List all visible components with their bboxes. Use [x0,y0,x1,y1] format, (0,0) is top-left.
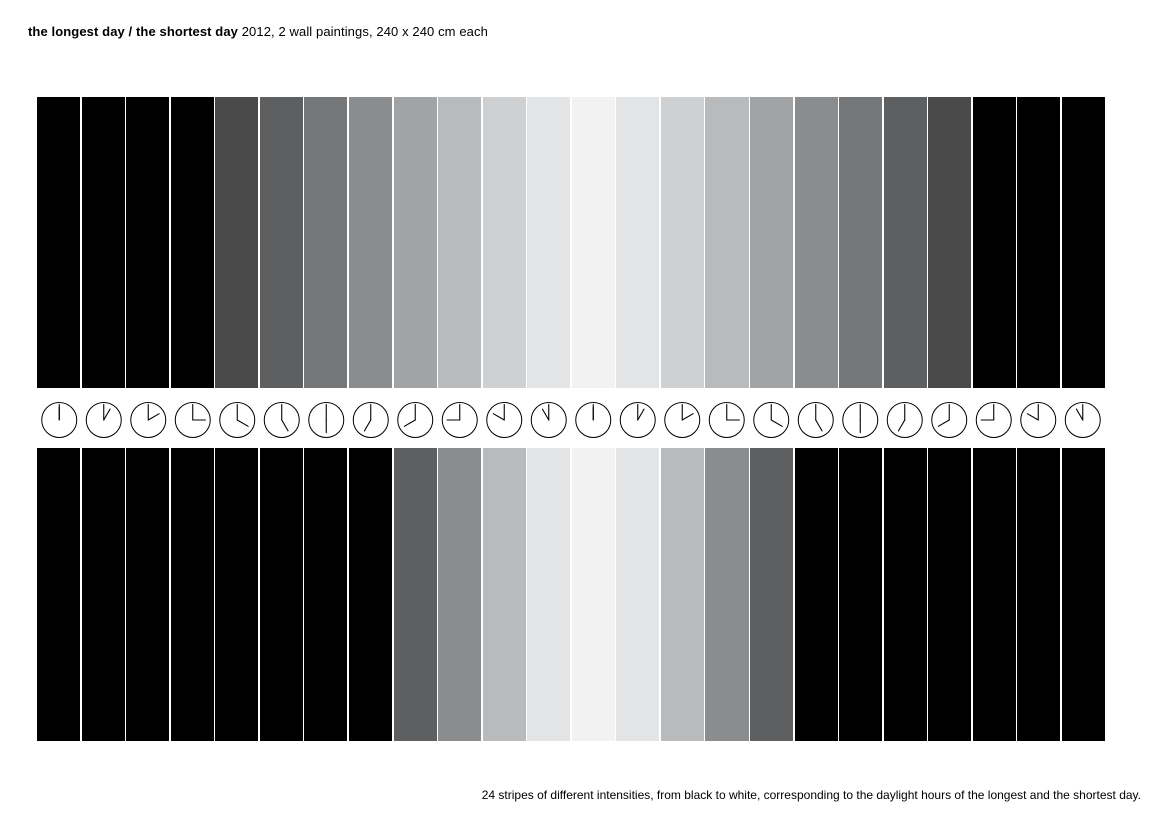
longest-day-stripe [884,97,927,388]
shortest-day-stripe [126,448,169,741]
clock-icon [442,403,477,438]
clock-icon [1065,403,1100,438]
hour-clocks-row [37,400,1105,440]
longest-day-stripe [82,97,125,388]
shortest-day-stripe [37,448,80,741]
shortest-day-stripe [795,448,838,741]
longest-day-stripe [483,97,526,388]
shortest-day-stripe [661,448,704,741]
longest-day-stripe [661,97,704,388]
artwork-title-name: the longest day / the shortest day [28,24,238,39]
clock-icon [220,403,255,438]
clock-icon [131,403,166,438]
clock-icon [887,403,922,438]
shortest-day-stripe [483,448,526,741]
shortest-day-stripe [884,448,927,741]
shortest-day-stripe [928,448,971,741]
shortest-day-stripe [171,448,214,741]
clock-icon [620,403,655,438]
longest-day-stripe [1062,97,1105,388]
longest-day-stripe [705,97,748,388]
clock-icon [353,403,388,438]
shortest-day-stripe [438,448,481,741]
clock-icon [309,403,344,438]
clock-icon [932,403,967,438]
shortest-day-stripe [705,448,748,741]
shortest-day-stripe [839,448,882,741]
artwork-title [28,24,488,39]
longest-day-stripe [572,97,615,388]
longest-day-stripe [394,97,437,388]
longest-day-stripe [973,97,1016,388]
clock-icon [665,403,700,438]
shortest-day-stripe [616,448,659,741]
longest-day-stripe [215,97,258,388]
longest-day-stripe [260,97,303,388]
shortest-day-stripe [1017,448,1060,741]
clock-icon [42,403,77,438]
shortest-day-stripe [260,448,303,741]
longest-day-stripe [928,97,971,388]
artwork-title-details: 2012, 2 wall paintings, 240 x 240 cm each [238,24,488,39]
longest-day-stripe [839,97,882,388]
clock-icon [754,403,789,438]
longest-day-stripe [527,97,570,388]
clock-icon [576,403,611,438]
longest-day-stripe [126,97,169,388]
clock-icon [1021,403,1056,438]
shortest-day-stripe [349,448,392,741]
clock-icon [531,403,566,438]
shortest-day-stripe [973,448,1016,741]
clock-icon [843,403,878,438]
longest-day-stripe [304,97,347,388]
clock-icon [798,403,833,438]
shortest-day-stripe [304,448,347,741]
shortest-day-stripe [1062,448,1105,741]
clock-icon [487,403,522,438]
longest-day-stripe [37,97,80,388]
longest-day-stripe [1017,97,1060,388]
clock-icon [709,403,744,438]
longest-day-painting [37,97,1105,388]
clock-icon [976,403,1011,438]
clock-icon [175,403,210,438]
clock-icon [398,403,433,438]
shortest-day-stripe [394,448,437,741]
longest-day-stripe [750,97,793,388]
clock-icon [264,403,299,438]
longest-day-stripe [349,97,392,388]
shortest-day-stripe [82,448,125,741]
shortest-day-stripe [527,448,570,741]
caption: 24 stripes of different intensities, from black to white, corresponding to the daylight hours of the longest and the shortest day. [481,788,1141,802]
longest-day-stripe [438,97,481,388]
longest-day-stripe [795,97,838,388]
shortest-day-stripe [572,448,615,741]
clock-icon [86,403,121,438]
longest-day-stripe [616,97,659,388]
shortest-day-stripe [750,448,793,741]
longest-day-stripe [171,97,214,388]
shortest-day-stripe [215,448,258,741]
shortest-day-painting [37,448,1105,741]
